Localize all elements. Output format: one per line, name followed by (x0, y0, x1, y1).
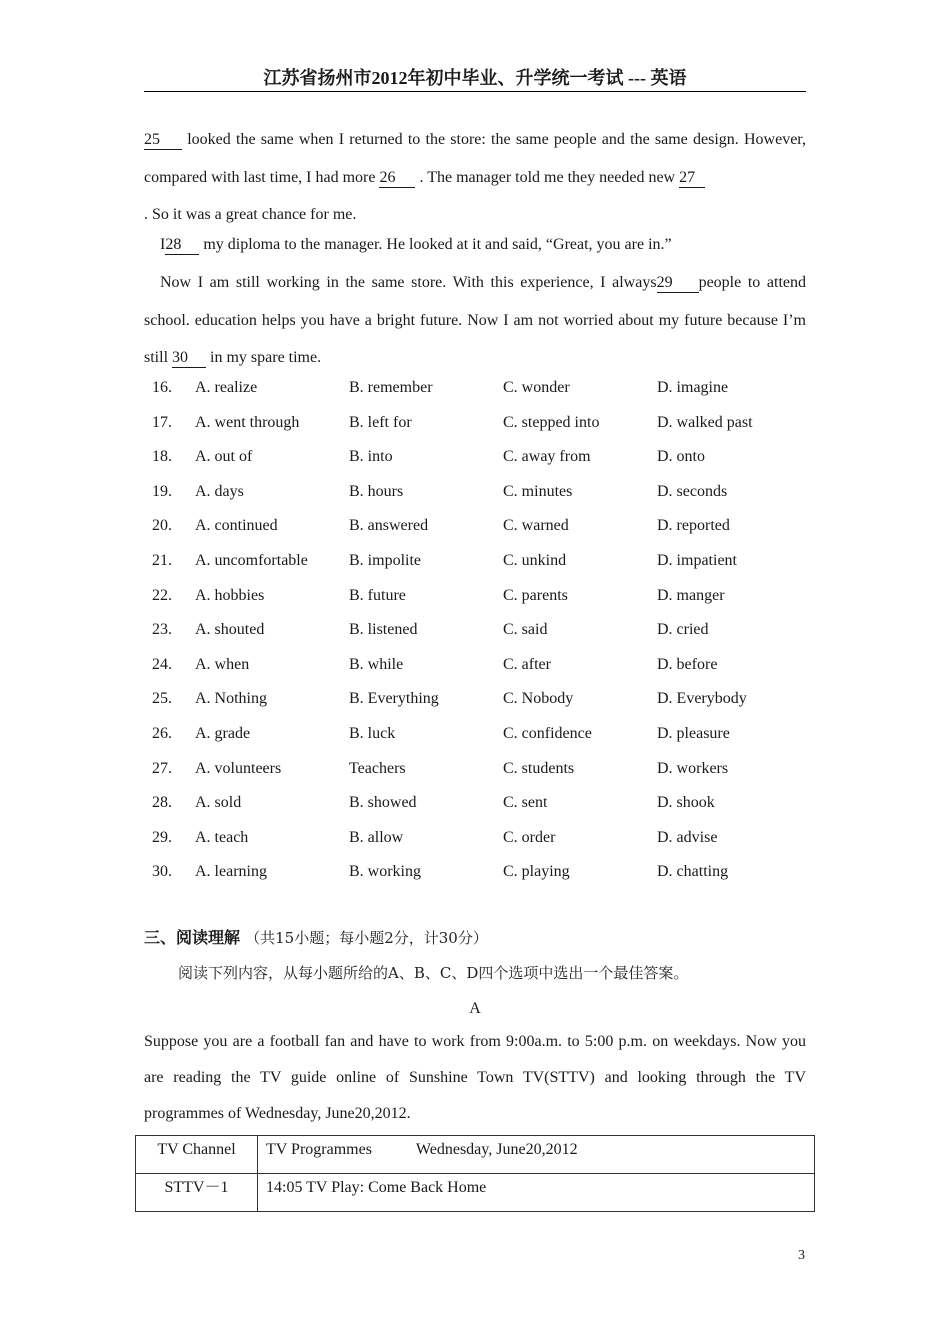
option-a: A. went through (195, 413, 300, 431)
option-a: A. hobbies (195, 586, 265, 604)
blank-28: 28 (165, 236, 199, 255)
option-b: B. hours (349, 482, 404, 500)
option-a: A. continued (195, 517, 278, 535)
option-b: B. impolite (349, 551, 421, 569)
option-c: C. unkind (503, 551, 567, 569)
option-b: B. left for (349, 413, 412, 431)
option-b: B. while (349, 655, 404, 673)
table-header-row (136, 1136, 815, 1174)
option-d: D. before (657, 655, 718, 673)
question-number: 18. (152, 448, 172, 466)
option-c: C. after (503, 655, 551, 673)
option-d: D. manger (657, 586, 725, 604)
question-number: 29. (152, 828, 172, 846)
paragraph-2-text-1: my diploma to the manager. He looked at it and said, “Great, you are in.” (199, 236, 672, 253)
option-d: D. workers (657, 759, 729, 777)
option-b: B. answered (349, 517, 429, 535)
question-row (144, 821, 806, 856)
passage-label: A (469, 1000, 481, 1017)
option-a: A. out of (195, 448, 253, 466)
question-number: 30. (152, 863, 172, 881)
option-c: C. stepped into (503, 413, 600, 431)
option-a: A. sold (195, 794, 242, 812)
option-a: A. grade (195, 724, 251, 742)
option-b: B. allow (349, 828, 404, 846)
passage-paragraph-1 (144, 121, 806, 234)
question-row (144, 786, 806, 821)
option-d: D. walked past (657, 413, 753, 431)
option-a: A. uncomfortable (195, 551, 308, 569)
question-number: 20. (152, 517, 172, 535)
option-b: B. Everything (349, 690, 439, 708)
section-3-instruction: 阅读下列内容，从每小题所给的A、B、C、D四个选项中选出一个最佳答案。 (178, 964, 689, 982)
paragraph-1-text-1: looked the same when I returned to the store: the same people and the same design. However, compared with last time, I had more (144, 131, 806, 186)
question-number: 24. (152, 655, 172, 673)
question-row (144, 752, 806, 787)
question-row (144, 613, 806, 648)
option-d: D. impatient (657, 551, 737, 569)
option-d: D. advise (657, 828, 718, 846)
option-d: D. cried (657, 621, 709, 639)
question-number: 23. (152, 621, 172, 639)
question-number: 26. (152, 724, 172, 742)
passage-paragraph-3 (144, 264, 806, 377)
question-row (144, 682, 806, 717)
question-number: 28. (152, 794, 172, 812)
question-options-list (144, 371, 806, 890)
question-row (144, 855, 806, 890)
question-number: 16. (152, 379, 172, 396)
option-c: C. students (503, 759, 575, 777)
programmes-date: Wednesday, June20,2012 (415, 1141, 578, 1158)
section-3-score-note: （共15小题；每小题2分，计30分） (245, 929, 488, 947)
option-c: C. warned (503, 517, 569, 535)
programmes-header-label: TV Programmes (266, 1141, 372, 1158)
blank-30: 30 (172, 349, 206, 368)
question-row (144, 648, 806, 683)
option-c: C. parents (503, 586, 568, 604)
blank-27: 27 (679, 169, 705, 188)
option-a: A. shouted (195, 621, 265, 639)
page-number: 3 (798, 1248, 805, 1263)
programme-cell: 14:05 TV Play: Come Back Home (258, 1174, 815, 1212)
blank-29: 29 (657, 274, 699, 293)
blank-25: 25 (144, 131, 182, 150)
channel-cell: STTV－1 (136, 1174, 258, 1212)
passage-a-intro: Suppose you are a football fan and have to work from 9:00a.m. to 5:00 p.m. on weekdays. Now you are reading the TV guide online of Sunshine Town TV(STTV) and looking through the TV programmes of Wednesday, June20,2012. (144, 1033, 806, 1122)
question-row (144, 579, 806, 614)
programmes-header (258, 1136, 815, 1174)
option-b: B. luck (349, 724, 396, 742)
paragraph-1-text-3: . So it was a great chance for me. (144, 206, 357, 223)
option-c: C. Nobody (503, 690, 574, 708)
question-number: 19. (152, 482, 172, 500)
option-a: A. realize (195, 379, 258, 396)
option-c: C. playing (503, 863, 570, 881)
paragraph-3-text-2: in my spare time. (206, 349, 322, 366)
option-a: A. Nothing (195, 690, 267, 708)
paragraph-2-text-0: I (160, 236, 166, 253)
page-header-title: 江苏省扬州市2012年初中毕业、升学统一考试 --- 英语 (144, 66, 806, 92)
option-b: B. showed (349, 794, 417, 812)
option-d: D. imagine (657, 379, 729, 396)
option-d: D. chatting (657, 863, 729, 881)
question-row (144, 371, 806, 406)
question-number: 27. (152, 759, 172, 777)
paragraph-3-text-0: Now I am still working in the same store. With this experience, I always (160, 274, 657, 291)
option-a: A. days (195, 482, 244, 500)
option-a: A. volunteers (195, 759, 282, 777)
option-c: C. confidence (503, 724, 592, 742)
option-b: Teachers (349, 759, 406, 777)
question-row (144, 509, 806, 544)
channel-header: TV Channel (136, 1136, 258, 1174)
question-row (144, 406, 806, 441)
option-a: A. learning (195, 863, 267, 881)
option-b: B. working (349, 863, 421, 881)
option-b: B. listened (349, 621, 418, 639)
option-d: D. onto (657, 448, 705, 466)
option-c: C. wonder (503, 379, 570, 396)
table-row (136, 1174, 815, 1212)
option-c: C. order (503, 828, 556, 846)
option-c: C. sent (503, 794, 548, 812)
option-d: D. shook (657, 794, 715, 812)
option-a: A. when (195, 655, 250, 673)
question-row (144, 440, 806, 475)
option-d: D. reported (657, 517, 730, 535)
option-b: B. into (349, 448, 393, 466)
question-row (144, 544, 806, 579)
option-b: B. future (349, 586, 406, 604)
question-row (144, 717, 806, 752)
question-number: 25. (152, 690, 172, 708)
question-number: 17. (152, 413, 172, 431)
paragraph-3-text-1: people to attend school. education helps you have a bright future. Now I am not worried about my future because I’m still (144, 274, 807, 366)
option-c: C. minutes (503, 482, 573, 500)
section-3-heading (144, 927, 488, 949)
paragraph-1-text-2: . The manager told me they needed new (415, 168, 680, 186)
passage-paragraph-2 (144, 234, 806, 256)
question-number: 22. (152, 586, 172, 604)
option-a: A. teach (195, 828, 249, 846)
option-d: D. Everybody (657, 690, 747, 708)
question-number: 21. (152, 551, 172, 569)
option-c: C. away from (503, 448, 591, 466)
option-d: D. seconds (657, 482, 728, 500)
blank-26: 26 (379, 169, 415, 188)
option-c: C. said (503, 621, 548, 639)
option-d: D. pleasure (657, 724, 730, 742)
question-row (144, 475, 806, 510)
tv-guide-table (135, 1135, 815, 1212)
option-b: B. remember (349, 379, 433, 396)
section-3-title: 三、阅读理解 (144, 928, 241, 947)
